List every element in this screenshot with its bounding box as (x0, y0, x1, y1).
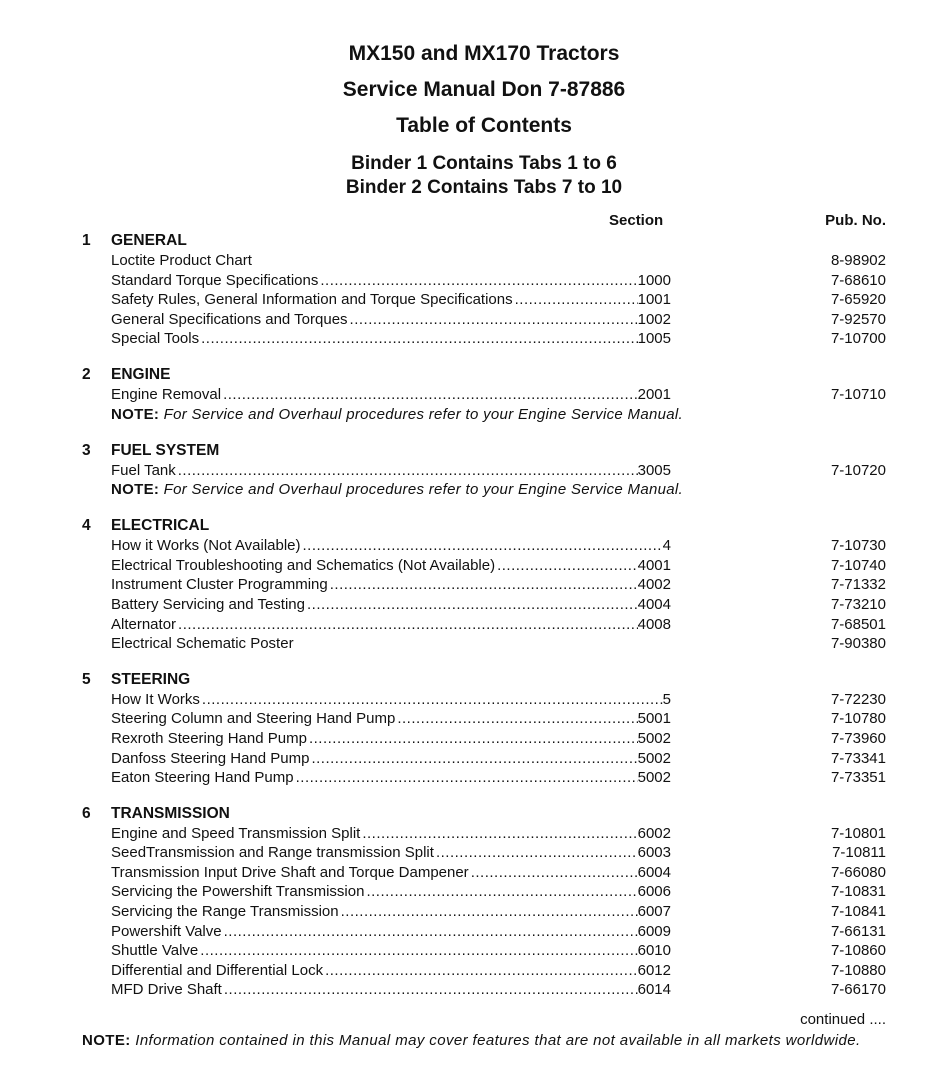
entry-title: Eaton Steering Hand Pump (111, 769, 294, 787)
entry-title-line (111, 690, 671, 710)
note-label: NOTE: (111, 405, 160, 423)
entry-title-line (111, 615, 671, 635)
entry-section-number: 4 (662, 537, 671, 555)
entry-pub-number: 7-10740 (830, 556, 886, 574)
toc-section (0, 804, 948, 1000)
dot-leader (303, 536, 663, 556)
entry-title: Differential and Differential Lock (111, 961, 324, 979)
entry-title: Shuttle Valve (111, 942, 199, 960)
entry-title-line (111, 768, 671, 788)
entry-title: Engine and Speed Transmission Split (111, 824, 361, 842)
entry-section-number: 1001 (637, 291, 671, 309)
toc-entry[interactable] (0, 329, 948, 349)
entry-title-line (111, 536, 671, 556)
toc-entry[interactable] (0, 882, 948, 902)
section-title: FUEL SYSTEM (111, 441, 220, 459)
dot-leader (341, 902, 638, 922)
entry-pub-number: 7-10700 (830, 330, 886, 348)
entry-pub-number: 7-66170 (830, 981, 886, 999)
entry-section-number: 5002 (637, 729, 671, 747)
entry-title: Loctite Product Chart (111, 252, 252, 269)
entry-title: Servicing the Range Transmission (111, 903, 339, 921)
tab-number: 2 (82, 365, 91, 383)
entry-title-line (111, 461, 671, 481)
entry-pub-number: 7-73960 (830, 729, 886, 747)
section-note (0, 480, 948, 500)
note-text: For Service and Overhaul procedures refer to your Engine Service Manual. (163, 405, 683, 423)
dot-leader (178, 615, 638, 635)
entry-title-line (111, 251, 671, 271)
toc-entry[interactable] (0, 575, 948, 595)
entry-section-number: 3005 (637, 461, 671, 479)
dot-leader (436, 843, 638, 863)
note-text: For Service and Overhaul procedures refer to your Engine Service Manual. (163, 481, 683, 499)
entry-pub-number: 7-10831 (830, 883, 886, 901)
footnote-label: NOTE: (82, 1032, 131, 1049)
toc-entry[interactable] (0, 290, 948, 310)
toc-title: Table of Contents (396, 114, 572, 137)
entry-title-line (111, 556, 671, 576)
dot-leader (515, 290, 638, 310)
entry-title-line (111, 941, 671, 961)
entry-title-line (111, 709, 671, 729)
section-title: STEERING (111, 670, 191, 688)
toc-entry[interactable] (0, 980, 948, 1000)
toc-section (0, 670, 948, 788)
entry-title: MFD Drive Shaft (111, 981, 222, 999)
entry-title-line (111, 595, 671, 615)
entry-title-line (111, 749, 671, 769)
entry-section-number: 6012 (637, 961, 671, 979)
entry-title: Engine Removal (111, 385, 222, 403)
toc-section (0, 516, 948, 654)
toc-entry[interactable] (0, 556, 948, 576)
toc-entry[interactable] (0, 310, 948, 330)
toc-entry[interactable] (0, 961, 948, 981)
entry-pub-number: 8-98902 (830, 252, 886, 269)
section-title: ELECTRICAL (111, 517, 210, 535)
entry-pub-number: 7-10730 (830, 537, 886, 555)
entry-title: Electrical Schematic Poster (111, 635, 294, 653)
entry-section-number: 6014 (637, 981, 671, 999)
entry-section-number: 5002 (637, 769, 671, 787)
section-title: TRANSMISSION (111, 804, 230, 822)
dot-leader (200, 941, 637, 961)
section-title: ENGINE (111, 365, 171, 383)
toc-entry[interactable] (0, 271, 948, 291)
table-of-contents (0, 231, 948, 1016)
entry-title-line (111, 634, 671, 654)
toc-entry[interactable] (0, 941, 948, 961)
footnote (82, 1031, 888, 1051)
toc-entry[interactable] (0, 461, 948, 481)
entry-section-number: 4001 (637, 556, 671, 574)
dot-leader (309, 729, 638, 749)
entry-pub-number: 7-66080 (830, 863, 886, 881)
entry-title: Electrical Troubleshooting and Schematics (Not Available) (111, 556, 496, 574)
section-heading (0, 231, 948, 251)
entry-title: Battery Servicing and Testing (111, 595, 305, 613)
entry-title: SeedTransmission and Range transmission Split (111, 844, 434, 862)
entry-pub-number: 7-71332 (830, 576, 886, 594)
entry-pub-number: 7-90380 (830, 635, 886, 653)
entry-title: Powershift Valve (111, 922, 222, 940)
entry-pub-number: 7-10780 (830, 710, 886, 728)
dot-leader (201, 329, 638, 349)
entry-title-line (111, 385, 671, 405)
entry-title: How It Works (111, 690, 200, 708)
entry-title: Transmission Input Drive Shaft and Torque Dampener (111, 863, 469, 881)
toc-entry[interactable] (0, 595, 948, 615)
entry-title: Rexroth Steering Hand Pump (111, 729, 307, 747)
entry-title-line (111, 729, 671, 749)
dot-leader (362, 824, 637, 844)
dot-leader (202, 690, 663, 710)
entry-pub-number: 7-10841 (830, 903, 886, 921)
entry-pub-number: 7-92570 (830, 310, 886, 328)
toc-entry[interactable] (0, 768, 948, 788)
toc-entry[interactable] (0, 922, 948, 942)
entry-title: Instrument Cluster Programming (111, 576, 328, 594)
document-header (0, 36, 948, 200)
entry-section-number: 6004 (637, 863, 671, 881)
entry-section-number: 5 (662, 690, 671, 708)
entry-title: Danfoss Steering Hand Pump (111, 749, 310, 767)
entry-section-number: 1000 (637, 271, 671, 289)
dot-leader (296, 768, 638, 788)
entry-title-line (111, 863, 671, 883)
section-heading (0, 804, 948, 824)
entry-title: Safety Rules, General Information and Torque Specifications (111, 291, 513, 309)
entry-title-line (111, 824, 671, 844)
entry-title: Steering Column and Steering Hand Pump (111, 710, 396, 728)
entry-pub-number: 7-10880 (830, 961, 886, 979)
dot-leader (471, 863, 638, 883)
toc-entry[interactable] (0, 843, 948, 863)
entry-title-line (111, 961, 671, 981)
tab-number: 5 (82, 670, 91, 688)
entry-pub-number: 7-68610 (830, 271, 886, 289)
entry-section-number: 1005 (637, 330, 671, 348)
dot-leader (350, 310, 638, 330)
continued-label: continued .... (800, 1011, 886, 1028)
dot-leader (224, 980, 638, 1000)
toc-entry[interactable] (0, 824, 948, 844)
section-title: GENERAL (111, 232, 187, 249)
dot-leader (397, 709, 637, 729)
binder-1-note: Binder 1 Contains Tabs 1 to 6 (351, 153, 617, 174)
toc-entry[interactable] (0, 902, 948, 922)
toc-section (0, 441, 948, 501)
entry-title-line (111, 980, 671, 1000)
entry-title: General Specifications and Torques (111, 310, 348, 328)
toc-entry[interactable] (0, 709, 948, 729)
entry-pub-number: 7-72230 (830, 690, 886, 708)
entry-pub-number: 7-10860 (830, 942, 886, 960)
entry-section-number: 1002 (637, 310, 671, 328)
toc-entry[interactable] (0, 536, 948, 556)
entry-title-line (111, 575, 671, 595)
entry-pub-number: 7-10801 (830, 824, 886, 842)
toc-entry[interactable] (0, 385, 948, 405)
section-column-header: Section (609, 212, 664, 229)
entry-title-line (111, 290, 671, 310)
toc-entry[interactable] (0, 863, 948, 883)
toc-entry[interactable] (0, 251, 948, 271)
entry-title-line (111, 310, 671, 330)
pub-no-column-header: Pub. No. (825, 212, 886, 229)
section-note (0, 405, 948, 425)
entry-title-line (111, 922, 671, 942)
entry-section-number: 5001 (637, 710, 671, 728)
toc-entry[interactable] (0, 749, 948, 769)
dot-leader (307, 595, 638, 615)
note-label: NOTE: (111, 481, 160, 499)
entry-title-line (111, 843, 671, 863)
entry-title: Fuel Tank (111, 461, 176, 479)
entry-pub-number: 7-65920 (830, 291, 886, 309)
entry-section-number: 5002 (637, 749, 671, 767)
toc-entry[interactable] (0, 729, 948, 749)
entry-section-number: 6009 (637, 922, 671, 940)
section-heading (0, 441, 948, 461)
toc-entry[interactable] (0, 690, 948, 710)
entry-pub-number: 7-73210 (830, 595, 886, 613)
entry-title-line (111, 882, 671, 902)
entry-title-line (111, 902, 671, 922)
entry-title: Standard Torque Specifications (111, 271, 319, 289)
tab-number: 4 (82, 517, 91, 535)
entry-section-number: 6007 (637, 903, 671, 921)
dot-leader (311, 749, 637, 769)
section-heading (0, 365, 948, 385)
toc-section (0, 365, 948, 425)
entry-section-number: 6010 (637, 942, 671, 960)
dot-leader (178, 461, 638, 481)
document-title: MX150 and MX170 Tractors (348, 42, 620, 65)
entry-pub-number: 7-68501 (830, 615, 886, 633)
toc-entry[interactable] (0, 615, 948, 635)
entry-title-line (111, 329, 671, 349)
section-heading (0, 670, 948, 690)
entry-pub-number: 7-73351 (830, 769, 886, 787)
toc-section (0, 231, 948, 349)
manual-number: Service Manual Don 7-87886 (342, 78, 626, 101)
section-heading (0, 516, 948, 536)
toc-entry[interactable] (0, 634, 948, 654)
tab-number: 6 (82, 804, 91, 822)
dot-leader (320, 271, 637, 291)
dot-leader (325, 961, 638, 981)
entry-section-number: 4004 (637, 595, 671, 613)
entry-section-number: 6003 (637, 844, 671, 862)
entry-title: How it Works (Not Available) (111, 537, 301, 555)
entry-pub-number: 7-73341 (830, 749, 886, 767)
dot-leader (330, 575, 638, 595)
dot-leader (497, 556, 638, 576)
entry-section-number: 6002 (637, 824, 671, 842)
tab-number: 1 (82, 232, 91, 249)
entry-section-number: 2001 (637, 385, 671, 403)
entry-section-number: 4008 (637, 615, 671, 633)
entry-section-number: 6006 (637, 883, 671, 901)
entry-title: Alternator (111, 615, 177, 633)
binder-2-note: Binder 2 Contains Tabs 7 to 10 (345, 177, 623, 198)
entry-pub-number: 7-10811 (832, 844, 886, 862)
entry-section-number: 4002 (637, 576, 671, 594)
entry-title: Special Tools (111, 330, 200, 348)
dot-leader (224, 922, 638, 942)
footnote-text: Information contained in this Manual may cover features that are not available in all markets worldwide. (135, 1032, 861, 1049)
entry-pub-number: 7-10710 (830, 385, 886, 403)
entry-pub-number: 7-66131 (830, 922, 886, 940)
entry-title: Servicing the Powershift Transmission (111, 883, 365, 901)
entry-pub-number: 7-10720 (830, 461, 886, 479)
tab-number: 3 (82, 441, 91, 459)
dot-leader (223, 385, 638, 405)
entry-title-line (111, 271, 671, 291)
dot-leader (366, 882, 637, 902)
